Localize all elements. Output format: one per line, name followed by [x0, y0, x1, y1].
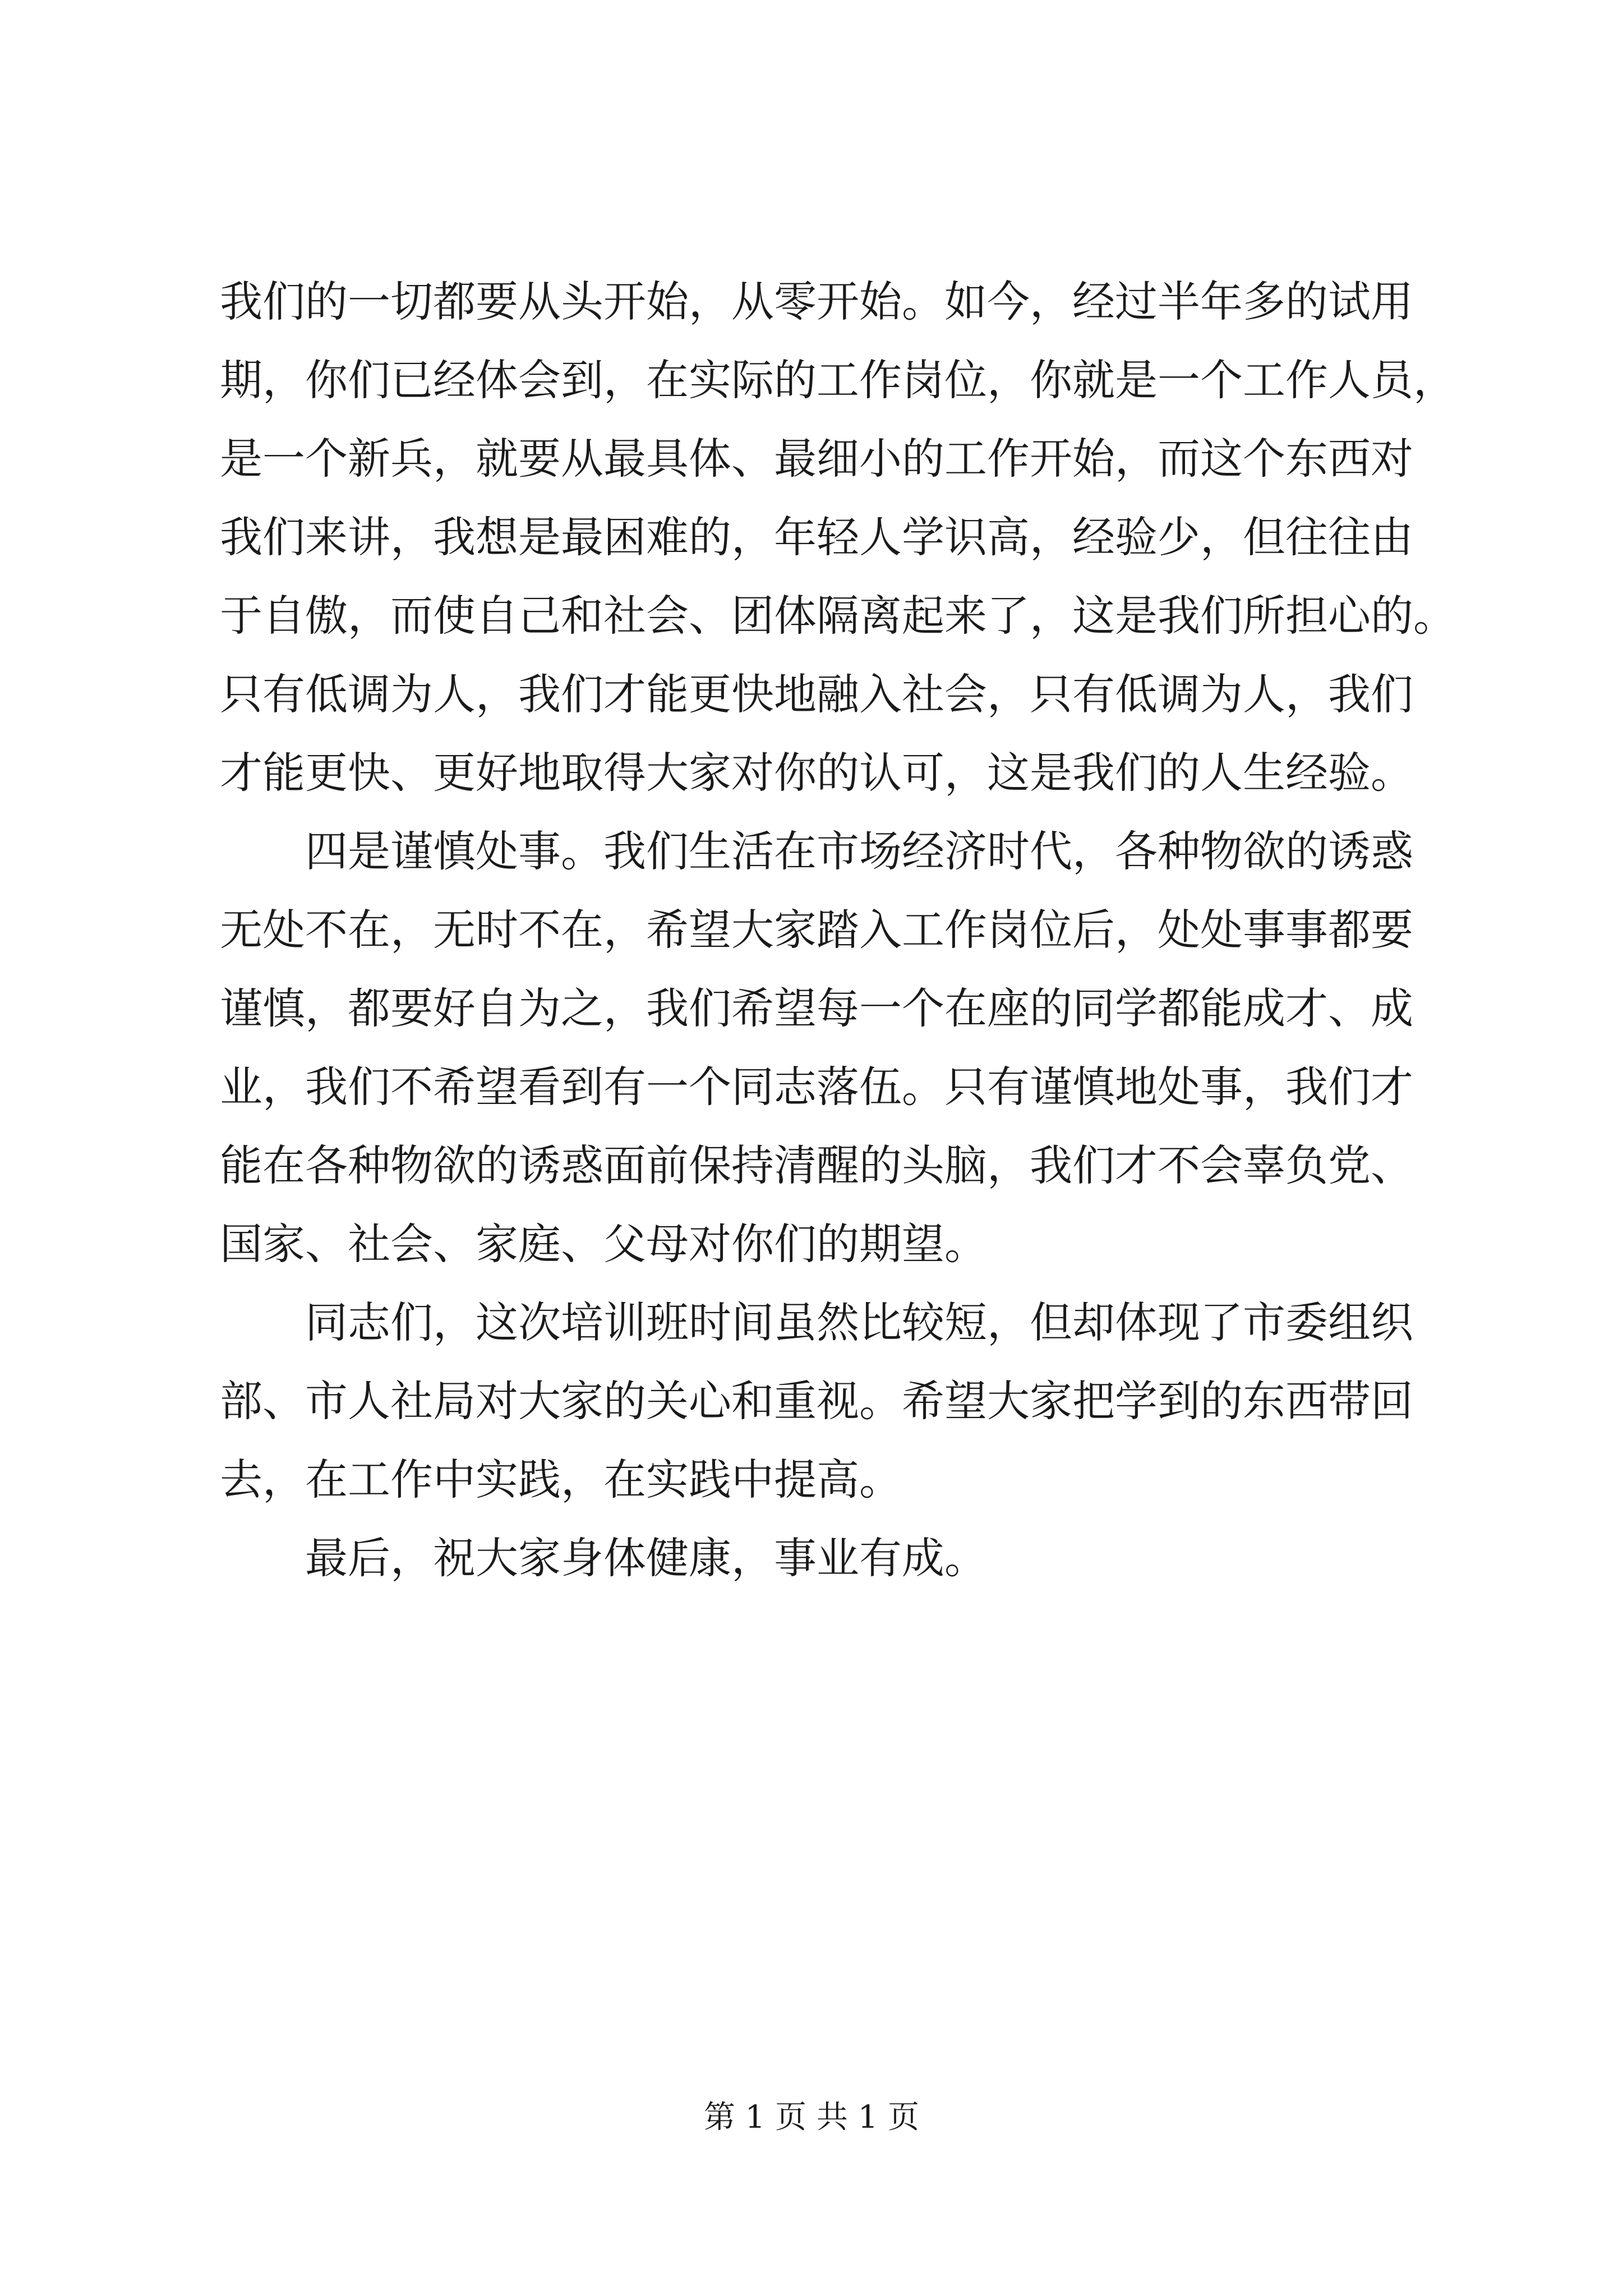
- text-line: 能在各种物欲的诱惑面前保持清醒的头脑，我们才不会辜负党、: [220, 1140, 1413, 1190]
- text-line: 我们来讲，我想是最困难的，年轻人学识高，经验少，但往往由: [220, 512, 1413, 562]
- page-number-footer: 第 1 页 共 1 页: [703, 2099, 920, 2136]
- text-line: 我们的一切都要从头开始，从零开始。如今，经过半年多的试用: [220, 277, 1413, 326]
- text-line: 期，你们已经体会到，在实际的工作岗位，你就是一个工作人员，: [220, 355, 1456, 405]
- text-line: 国家、社会、家庭、父母对你们的期望。: [220, 1219, 987, 1269]
- paragraph-first-line: 四是谨慎处事。我们生活在市场经济时代，各种物欲的诱惑: [305, 826, 1413, 876]
- text-line: 是一个新兵，就要从最具体、最细小的工作开始，而这个东西对: [220, 434, 1413, 484]
- text-line: 无处不在，无时不在，希望大家踏入工作岗位后，处处事事都要: [220, 905, 1413, 955]
- text-line: 谨慎，都要好自为之，我们希望每一个在座的同学都能成才、成: [220, 983, 1413, 1033]
- text-line: 只有低调为人，我们才能更快地融入社会，只有低调为人，我们: [220, 669, 1413, 719]
- paragraph-first-line: 最后，祝大家身体健康，事业有成。: [305, 1533, 987, 1583]
- document-body: [220, 263, 1456, 1598]
- text-line: 部、市人社局对大家的关心和重视。希望大家把学到的东西带回: [220, 1376, 1413, 1426]
- text-line: 去，在工作中实践，在实践中提高。: [220, 1455, 902, 1504]
- text-line: 才能更快、更好地取得大家对你的认可，这是我们的人生经验。: [220, 748, 1413, 798]
- text-line: 业，我们不希望看到有一个同志落伍。只有谨慎地处事，我们才: [220, 1062, 1413, 1112]
- paragraph-first-line: 同志们，这次培训班时间虽然比较短，但却体现了市委组织: [305, 1297, 1413, 1347]
- text-line: 于自傲，而使自己和社会、团体隔离起来了，这是我们所担心的。: [220, 591, 1456, 641]
